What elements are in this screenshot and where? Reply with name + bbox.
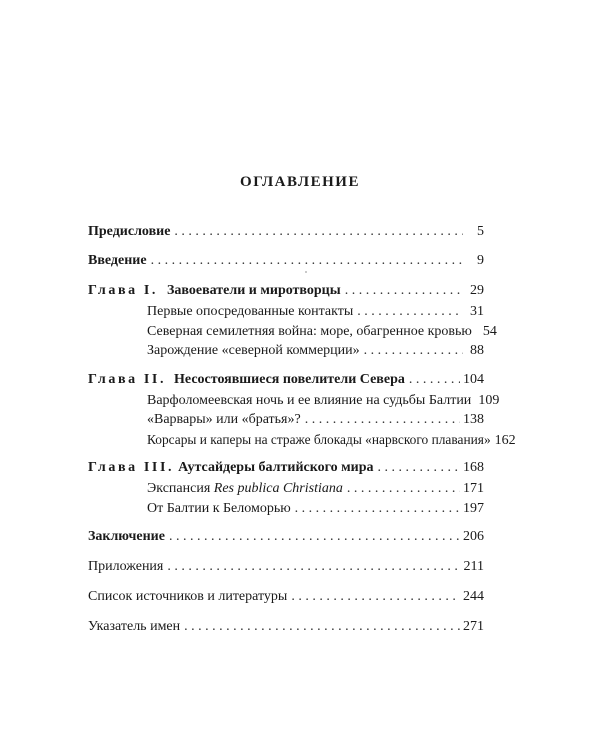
toc-page-number: 162 [494,432,516,448]
table-of-contents [88,221,516,638]
dot-leader [169,526,460,548]
dot-leader [151,250,463,272]
toc-subsection[interactable] [88,391,500,411]
toc-entry-label: Предисловие [88,224,171,239]
toc-page-number: 206 [463,529,484,544]
toc-entry-index[interactable] [88,616,484,638]
dot-leader [295,499,460,519]
dot-leader [291,586,460,608]
toc-entry-label: Указатель имен [88,619,181,634]
toc-entry-label: Приложения [88,559,164,574]
toc-page-number: 88 [470,343,484,358]
toc-page-number: 211 [463,559,484,574]
subsection-title [147,479,343,499]
toc-subsection[interactable] [88,430,516,450]
chapter-title: Аутсайдеры балтийского мира [178,460,374,475]
dot-leader [184,616,460,638]
dot-leader [409,369,460,391]
dot-leader [378,457,461,479]
toc-page-number: 197 [463,500,484,516]
toc-page-number: 31 [470,304,484,319]
toc-page-number: 9 [477,253,484,268]
toc-entry-label: Заключение [88,529,165,544]
toc-chapter-3[interactable] [88,457,484,479]
toc-page-number: 54 [482,323,497,339]
toc-entry-conclusion[interactable] [88,526,484,548]
toc-page-number: 168 [463,460,484,475]
subsection-title-italic: Res publica Christiana [213,481,343,496]
chapter-prefix: Глава II. [88,371,167,387]
toc-page-number: 109 [478,392,500,408]
toc-chapter-1[interactable] [88,280,484,302]
subsection-title: «Варвары» или «братья»? [147,412,301,427]
chapter-prefix: Глава I. [88,283,158,298]
toc-subsection[interactable] [88,341,484,361]
toc-subsection[interactable] [88,410,484,430]
toc-subsection[interactable] [88,479,484,499]
toc-entry-label: Введение [88,253,147,268]
toc-subsection[interactable] [88,322,497,342]
toc-entry-preface[interactable] [88,221,484,243]
dot-leader [174,221,463,243]
subsection-title: Северная семилетняя война: море, обагренное кровью [147,323,472,339]
toc-page-number: 29 [470,283,484,298]
toc-page-number: 244 [463,589,484,604]
toc-page-number: 138 [463,412,484,427]
toc-chapter-2[interactable] [88,369,484,391]
dot-leader [364,341,463,361]
subsection-title: Варфоломеевская ночь и ее влияние на судьбы Балтии [147,392,472,408]
toc-subsection[interactable] [88,499,484,519]
subsection-title: Первые опосредованные контакты [147,304,354,319]
toc-entry-sources[interactable] [88,586,484,608]
subsection-title: Зарождение «северной коммерции» [147,343,360,358]
dot-leader [167,556,460,578]
chapter-prefix: Глава III. [88,460,175,475]
toc-page-number: 171 [463,481,484,496]
chapter-title: Завоеватели и миротворцы [167,283,341,298]
subsection-title: Корсары и каперы на страже блокады «нарвского плавания» [147,431,491,447]
toc-subsection[interactable] [88,302,484,322]
toc-page-number: 271 [463,619,484,634]
chapter-title: Несостоявшиеся повелители Севера [174,371,405,387]
toc-page-number: 5 [477,224,484,239]
page-title: ОГЛАВЛЕНИЕ [240,174,360,190]
toc-page-number: 104 [463,371,484,387]
dot-leader [305,410,460,430]
dot-leader [357,302,463,322]
subsection-title: От Балтии к Беломорью [147,500,291,516]
toc-entry-intro[interactable] [88,250,484,272]
dot-leader [345,280,463,302]
dot-leader [347,479,460,499]
subsection-title-prefix: Экспансия [147,481,214,496]
toc-entry-appendix[interactable] [88,556,484,578]
toc-entry-label: Список источников и литературы [88,589,288,604]
